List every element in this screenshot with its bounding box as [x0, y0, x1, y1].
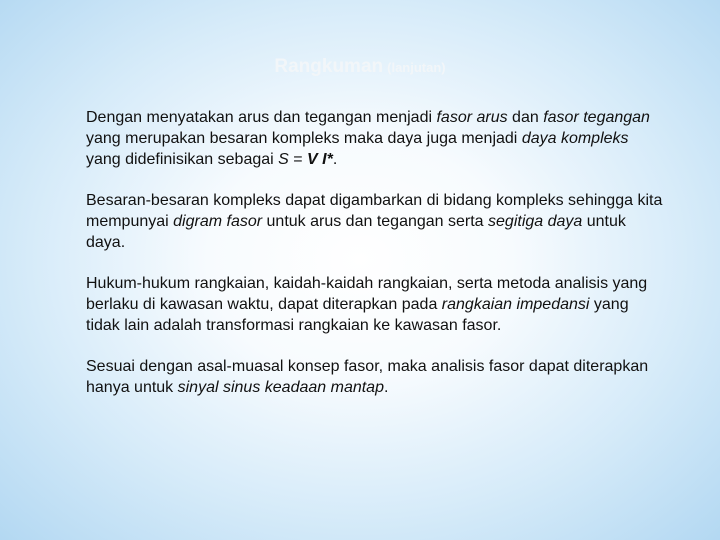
slide-title: Rangkuman — [274, 56, 384, 77]
paragraph-steady-state — [86, 356, 666, 398]
slide-title-block — [0, 56, 720, 78]
text-run: = — [288, 151, 308, 168]
paragraph-circuit-laws — [86, 273, 666, 336]
text-run-italic: sinyal sinus keadaan mantap — [177, 379, 384, 396]
text-run: Besaran-besaran kompleks dapat digambarkan di bidang kompleks sehingga kita mempunyai — [86, 192, 663, 230]
text-run-italic: digram fasor — [173, 213, 263, 230]
text-run: untuk arus dan tegangan serta — [262, 213, 489, 230]
text-run-italic: S — [278, 151, 289, 168]
text-run-italic: fasor arus — [436, 109, 508, 126]
text-run: Hukum-hukum rangkaian, kaidah-kaidah rangkaian, serta metoda analisis yang berlaku di kawasan waktu, dapat diterapkan pada — [86, 275, 648, 313]
text-run: untuk daya. — [86, 213, 626, 251]
text-run-italic: fasor tegangan — [543, 109, 650, 126]
text-run: Dengan menyatakan arus dan tegangan menjadi — [86, 109, 437, 126]
text-run: yang didefinisikan sebagai — [86, 151, 279, 168]
text-run: . — [383, 379, 389, 396]
paragraph-complex-power — [86, 107, 666, 170]
paragraph-phasor-diagram — [86, 190, 666, 253]
text-run: . — [332, 151, 338, 168]
text-run-italic: daya kompleks — [521, 130, 629, 147]
text-run-italic: rangkaian impedansi — [441, 296, 590, 313]
text-run-bold-italic: V I* — [307, 151, 333, 168]
text-run: yang merupakan besaran kompleks maka daya juga menjadi — [86, 130, 522, 147]
text-run-italic: segitiga daya — [488, 213, 583, 230]
text-run: Sesuai dengan asal-muasal konsep fasor, maka analisis fasor dapat diterapkan hanya untuk — [86, 358, 649, 396]
slide-subtitle: (lanjutan) — [387, 60, 446, 75]
slide-body — [86, 107, 666, 398]
text-run: yang tidak lain adalah transformasi rangkaian ke kawasan fasor. — [86, 296, 629, 334]
text-run: dan — [507, 109, 544, 126]
